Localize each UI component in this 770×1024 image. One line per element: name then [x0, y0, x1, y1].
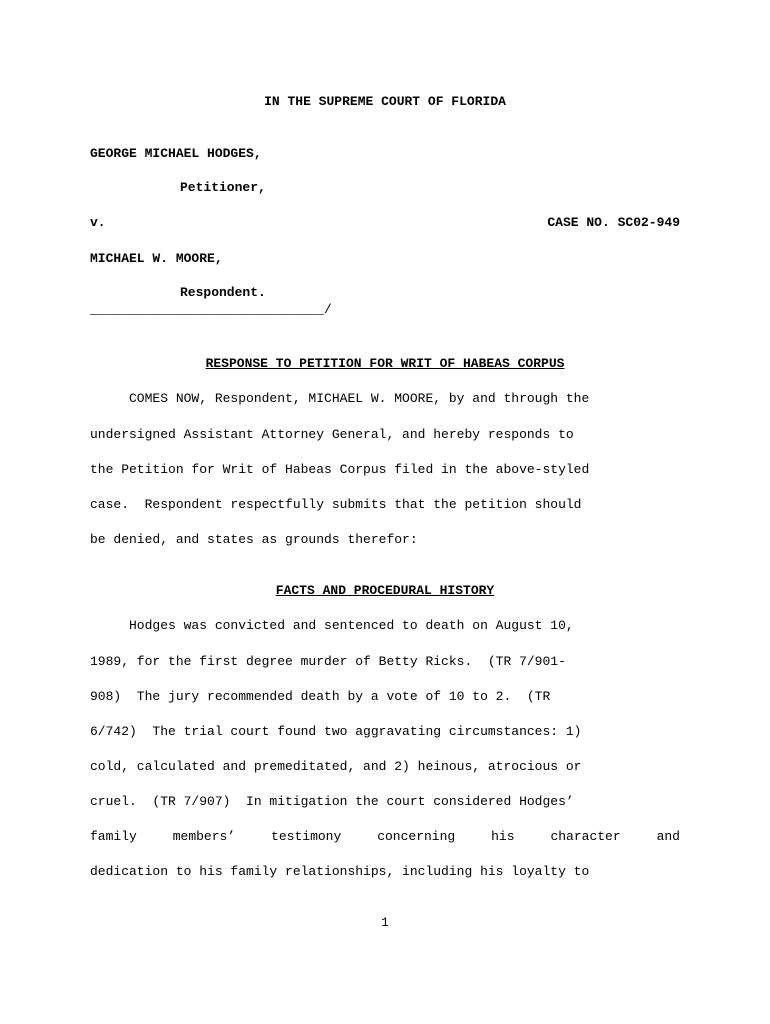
versus: v.	[90, 215, 106, 230]
facts-line: cruel. (TR 7/907) In mitigation the court considered Hodges’	[90, 794, 574, 809]
document-title: RESPONSE TO PETITION FOR WRIT OF HABEAS CORPUS	[205, 356, 565, 371]
caption-signature-line: ______________________________/	[90, 302, 332, 317]
facts-line: 6/742) The trial court found two aggravating circumstances: 1)	[90, 724, 582, 739]
respondent-role: Respondent.	[180, 285, 266, 300]
facts-line: cold, calculated and premeditated, and 2) heinous, atrocious or	[90, 759, 582, 774]
intro-line: the Petition for Writ of Habeas Corpus filed in the above-styled	[90, 462, 590, 477]
facts-line: family members’ testimony concerning his character and	[90, 829, 680, 844]
court-name: IN THE SUPREME COURT OF FLORIDA	[264, 94, 506, 109]
respondent-name: MICHAEL W. MOORE,	[90, 251, 223, 266]
facts-line: Hodges was convicted and sentenced to death on August 10,	[90, 618, 574, 633]
case-number: CASE NO. SC02-949	[547, 215, 680, 230]
petitioner-role: Petitioner,	[180, 180, 266, 195]
facts-line: 1989, for the first degree murder of Betty Ricks. (TR 7/901-	[90, 654, 566, 669]
section-heading: FACTS AND PROCEDURAL HISTORY	[275, 583, 495, 598]
intro-line: undersigned Assistant Attorney General, and hereby responds to	[90, 427, 574, 442]
facts-line: 908) The jury recommended death by a vote of 10 to 2. (TR	[90, 689, 551, 704]
facts-line: dedication to his family relationships, including his loyalty to	[90, 864, 590, 879]
intro-line: case. Respondent respectfully submits that the petition should	[90, 497, 582, 512]
page-number: 1	[381, 915, 389, 930]
petitioner-name: GEORGE MICHAEL HODGES,	[90, 146, 262, 161]
intro-line: be denied, and states as grounds therefor:	[90, 532, 418, 547]
intro-line: COMES NOW, Respondent, MICHAEL W. MOORE, by and through the	[90, 391, 590, 406]
